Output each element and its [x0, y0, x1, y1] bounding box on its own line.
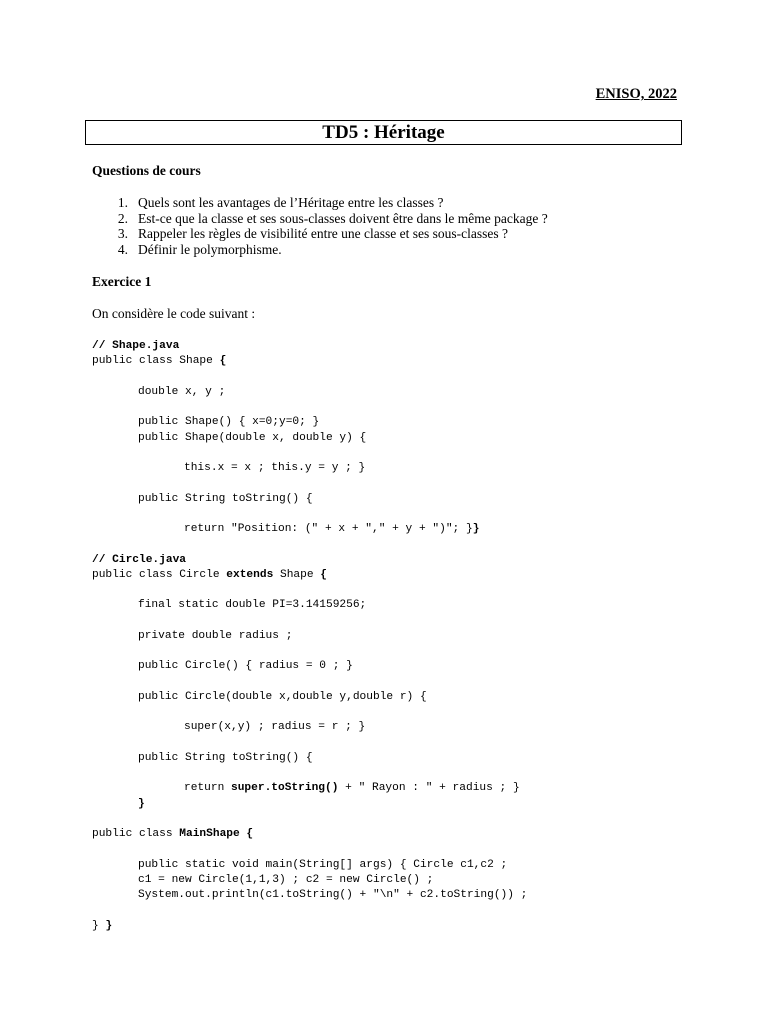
- list-number: 4.: [117, 242, 128, 258]
- questions-list: [92, 195, 548, 258]
- code-line: public class Shape {: [92, 355, 227, 368]
- question-text: Est-ce que la classe et ses sous-classes doivent être dans le même package ?: [138, 210, 548, 226]
- code-line: public class Circle extends Shape {: [92, 568, 327, 581]
- code-comment-shape: // Shape.java: [92, 340, 180, 352]
- code-line: public Circle(double x,double y,double r) {: [138, 690, 427, 703]
- code-blank: [92, 446, 527, 461]
- code-blank: [92, 537, 527, 552]
- code-blank: [92, 370, 527, 385]
- exercise-intro: On considère le code suivant :: [92, 306, 256, 321]
- list-number: 2.: [117, 210, 128, 226]
- code-block: [92, 339, 527, 934]
- code-comment-circle: // Circle.java: [92, 553, 186, 566]
- code-line: public class MainShape {: [92, 828, 254, 840]
- code-line: return super.toString() + " Rayon : " + radius ; }: [184, 782, 520, 795]
- code-line: c1 = new Circle(1,1,3) ; c2 = new Circle() ;: [138, 873, 434, 886]
- code-line: return "Position: (" + x + "," + y + ")"; }}: [184, 523, 480, 535]
- code-line: private double radius ;: [138, 629, 293, 642]
- code-line: public Circle() { radius = 0 ; }: [138, 660, 353, 673]
- question-text: Rappeler les règles de visibilité entre une classe et ses sous-classes ?: [138, 226, 509, 242]
- code-line: public Shape(double x, double y) {: [138, 431, 367, 444]
- code-blank: [92, 842, 527, 857]
- code-blank: [92, 812, 527, 827]
- code-line: } }: [92, 919, 113, 932]
- code-blank: [92, 400, 527, 415]
- page-title: TD5 : Héritage: [85, 120, 682, 145]
- code-blank: [92, 766, 527, 781]
- code-line: public String toString() {: [138, 751, 313, 764]
- list-number: 3.: [117, 226, 128, 242]
- section-heading-exercise: Exercice 1: [92, 274, 152, 289]
- code-line: public Shape() { x=0;y=0; }: [138, 416, 320, 429]
- section-heading-questions: Questions de cours: [92, 163, 201, 178]
- header-institution-year: ENISO, 2022: [595, 86, 677, 102]
- code-line: final static double PI=3.14159256;: [138, 599, 367, 612]
- code-blank: [92, 675, 527, 690]
- code-blank: [92, 614, 527, 629]
- list-number: 1.: [117, 195, 128, 210]
- code-line: double x, y ;: [138, 385, 226, 398]
- list-item: [92, 226, 548, 242]
- list-item: [92, 211, 548, 227]
- code-blank: [92, 644, 527, 659]
- list-item: [92, 242, 548, 258]
- code-line: super(x,y) ; radius = r ; }: [184, 721, 366, 734]
- code-blank: [92, 736, 527, 751]
- code-blank: [92, 583, 527, 598]
- code-blank: [92, 705, 527, 720]
- list-item: [92, 195, 548, 211]
- code-blank: [92, 903, 527, 918]
- code-line: public static void main(String[] args) { Circle c1,c2 ;: [138, 858, 508, 871]
- code-blank: [92, 507, 527, 522]
- code-blank: [92, 476, 527, 491]
- code-line: System.out.println(c1.toString() + "\n" + c2.toString()) ;: [138, 889, 528, 901]
- question-text: Quels sont les avantages de l’Héritage entre les classes ?: [138, 195, 444, 210]
- code-line: this.x = x ; this.y = y ; }: [184, 462, 366, 474]
- question-text: Définir le polymorphisme.: [138, 242, 282, 258]
- code-line: public String toString() {: [138, 492, 313, 505]
- code-line: }: [138, 797, 145, 810]
